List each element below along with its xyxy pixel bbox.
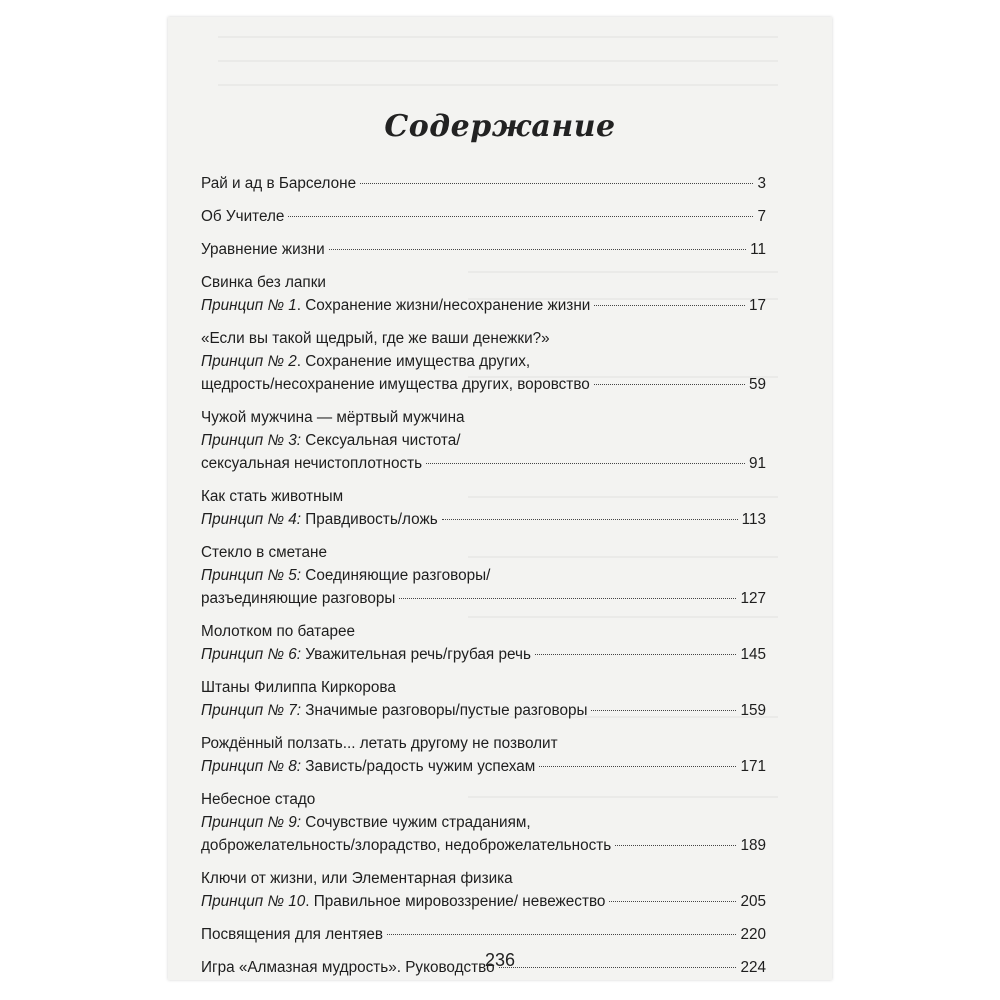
toc-line [201,271,766,294]
toc-line [201,587,766,610]
dot-leader [387,934,736,935]
entry-page-number: 127 [740,590,766,607]
principle-label: Принцип № 3: [201,432,302,449]
toc-line-text [201,172,356,195]
dot-leader [360,183,753,184]
principle-label: Принцип № 6: [201,646,302,663]
toc-line [201,923,766,946]
entry-title: Штаны Филиппа Киркорова [201,679,396,696]
dot-leader [594,305,745,306]
entry-title: разъединяющие разговоры [201,590,396,607]
toc-entry [201,238,766,261]
toc-line [201,429,766,452]
entry-title: «Если вы такой щедрый, где же ваши денежки?» [201,330,550,347]
toc-line-text [201,890,605,913]
entry-title: . Правильное мировоззрение/ невежество [305,893,606,910]
toc-line [201,643,766,666]
toc-line [201,867,766,890]
toc-line-text [201,238,325,261]
entry-title: Правдивость/ложь [301,511,438,528]
toc-line-text [201,788,315,811]
toc-entry [201,867,766,913]
entry-page-number: 171 [740,758,766,775]
toc-line-text [201,294,590,317]
principle-label: Принцип № 8: [201,758,302,775]
entry-title: Значимые разговоры/пустые разговоры [301,702,588,719]
toc-line-text [201,699,587,722]
entry-title: Небесное стадо [201,791,316,808]
dot-leader [535,654,737,655]
page-number: 236 [484,950,516,970]
toc-line [201,508,766,531]
toc-entry [201,205,766,228]
toc-line [201,294,766,317]
toc-line-text [201,643,531,666]
toc-entry [201,676,766,722]
entry-title: Зависть/радость чужим успехам [301,758,536,775]
toc-line-text [201,620,355,643]
toc-entry [201,541,766,610]
toc-line [201,620,766,643]
page-title: Содержание [384,109,616,144]
toc-line [201,564,766,587]
toc-line-text [201,350,530,373]
toc-line [201,755,766,778]
toc-entry [201,732,766,778]
dot-leader [539,766,736,767]
entry-title: Игра «Алмазная мудрость». Руководство [201,959,495,976]
entry-page-number: 59 [748,376,766,393]
principle-label: Принцип № 9: [201,814,302,831]
entry-title: Об Учителе [201,208,285,225]
toc-line-text [201,587,395,610]
toc-entry [201,788,766,857]
dot-leader [288,216,753,217]
entry-title: щедрость/несохранение имущества других, воровство [201,376,590,393]
toc-line-text [201,429,460,452]
entry-title: Молотком по батарее [201,623,355,640]
toc-line-text [201,834,611,857]
entry-title: Уравнение жизни [201,241,325,258]
dot-leader [591,710,736,711]
toc-line-text [201,676,396,699]
toc-entry [201,485,766,531]
toc-line [201,350,766,373]
entry-title: Посвящения для лентяев [201,926,384,943]
dot-leader [329,249,746,250]
toc-entry [201,620,766,666]
table-of-contents [201,172,766,980]
toc-line-text [201,923,383,946]
entry-title: Как стать животным [201,488,344,505]
entry-page-number: 91 [748,455,766,472]
dot-leader [594,384,745,385]
entry-page-number: 145 [740,646,766,663]
entry-page-number: 159 [740,702,766,719]
toc-line-text [201,452,422,475]
toc-line [201,406,766,429]
principle-label: Принцип № 10 [201,893,306,910]
dot-leader [615,845,736,846]
entry-page-number: 189 [740,837,766,854]
toc-entry [201,923,766,946]
toc-line [201,172,766,195]
toc-line-text [201,508,438,531]
entry-title: . Сохранение имущества других, [296,353,531,370]
principle-label: Принцип № 2 [201,353,297,370]
toc-line [201,373,766,396]
entry-page-number: 113 [741,511,766,528]
toc-line-text [201,406,465,429]
toc-line-text [201,373,590,396]
toc-line [201,238,766,261]
entry-page-number: 224 [740,959,766,976]
toc-line [201,327,766,350]
entry-title: Сексуальная чистота/ [301,432,461,449]
entry-title: Чужой мужчина — мёртвый мужчина [201,409,465,426]
dot-leader [426,463,745,464]
toc-line [201,485,766,508]
entry-page-number: 7 [757,208,766,225]
entry-title: Рай и ад в Барселоне [201,175,357,192]
toc-line-text [201,485,343,508]
toc-line-text [201,755,535,778]
toc-line [201,452,766,475]
toc-line [201,788,766,811]
entry-title: Ключи от жизни, или Элементарная физика [201,870,513,887]
entry-title: Рождённый ползать... летать другому не позволит [201,735,558,752]
toc-line [201,541,766,564]
toc-line-text [201,205,284,228]
toc-line-text [201,541,327,564]
principle-label: Принцип № 4: [201,511,302,528]
entry-title: Свинка без лапки [201,274,326,291]
toc-line [201,834,766,857]
toc-entry [201,172,766,195]
entry-title: Стекло в сметане [201,544,327,561]
entry-title: доброжелательность/злорадство, недоброжелательность [201,837,612,854]
toc-line-text [201,811,531,834]
entry-title: Уважительная речь/грубая речь [301,646,531,663]
toc-entry [201,406,766,475]
toc-line [201,205,766,228]
principle-label: Принцип № 1 [201,297,297,314]
entry-page-number: 220 [740,926,766,943]
dot-leader [609,901,736,902]
dot-leader [442,519,738,520]
entry-page-number: 17 [748,297,766,314]
principle-label: Принцип № 7: [201,702,302,719]
entry-title: Соединяющие разговоры/ [301,567,491,584]
entry-page-number: 3 [757,175,766,192]
toc-entry [201,327,766,396]
dot-leader [399,598,736,599]
principle-label: Принцип № 5: [201,567,302,584]
toc-entry [201,271,766,317]
toc-line-text [201,564,490,587]
toc-line [201,676,766,699]
entry-title: сексуальная нечистоплотность [201,455,423,472]
toc-line-text [201,732,558,755]
toc-line [201,732,766,755]
toc-line [201,699,766,722]
toc-line [201,890,766,913]
entry-title: . Сохранение жизни/несохранение жизни [296,297,591,314]
toc-line-text [201,867,513,890]
book-page [168,17,832,980]
entry-page-number: 11 [750,241,766,258]
toc-line-text [201,271,326,294]
toc-line [201,811,766,834]
toc-line-text [201,327,550,350]
entry-page-number: 205 [740,893,766,910]
entry-title: Сочувствие чужим страданиям, [301,814,531,831]
